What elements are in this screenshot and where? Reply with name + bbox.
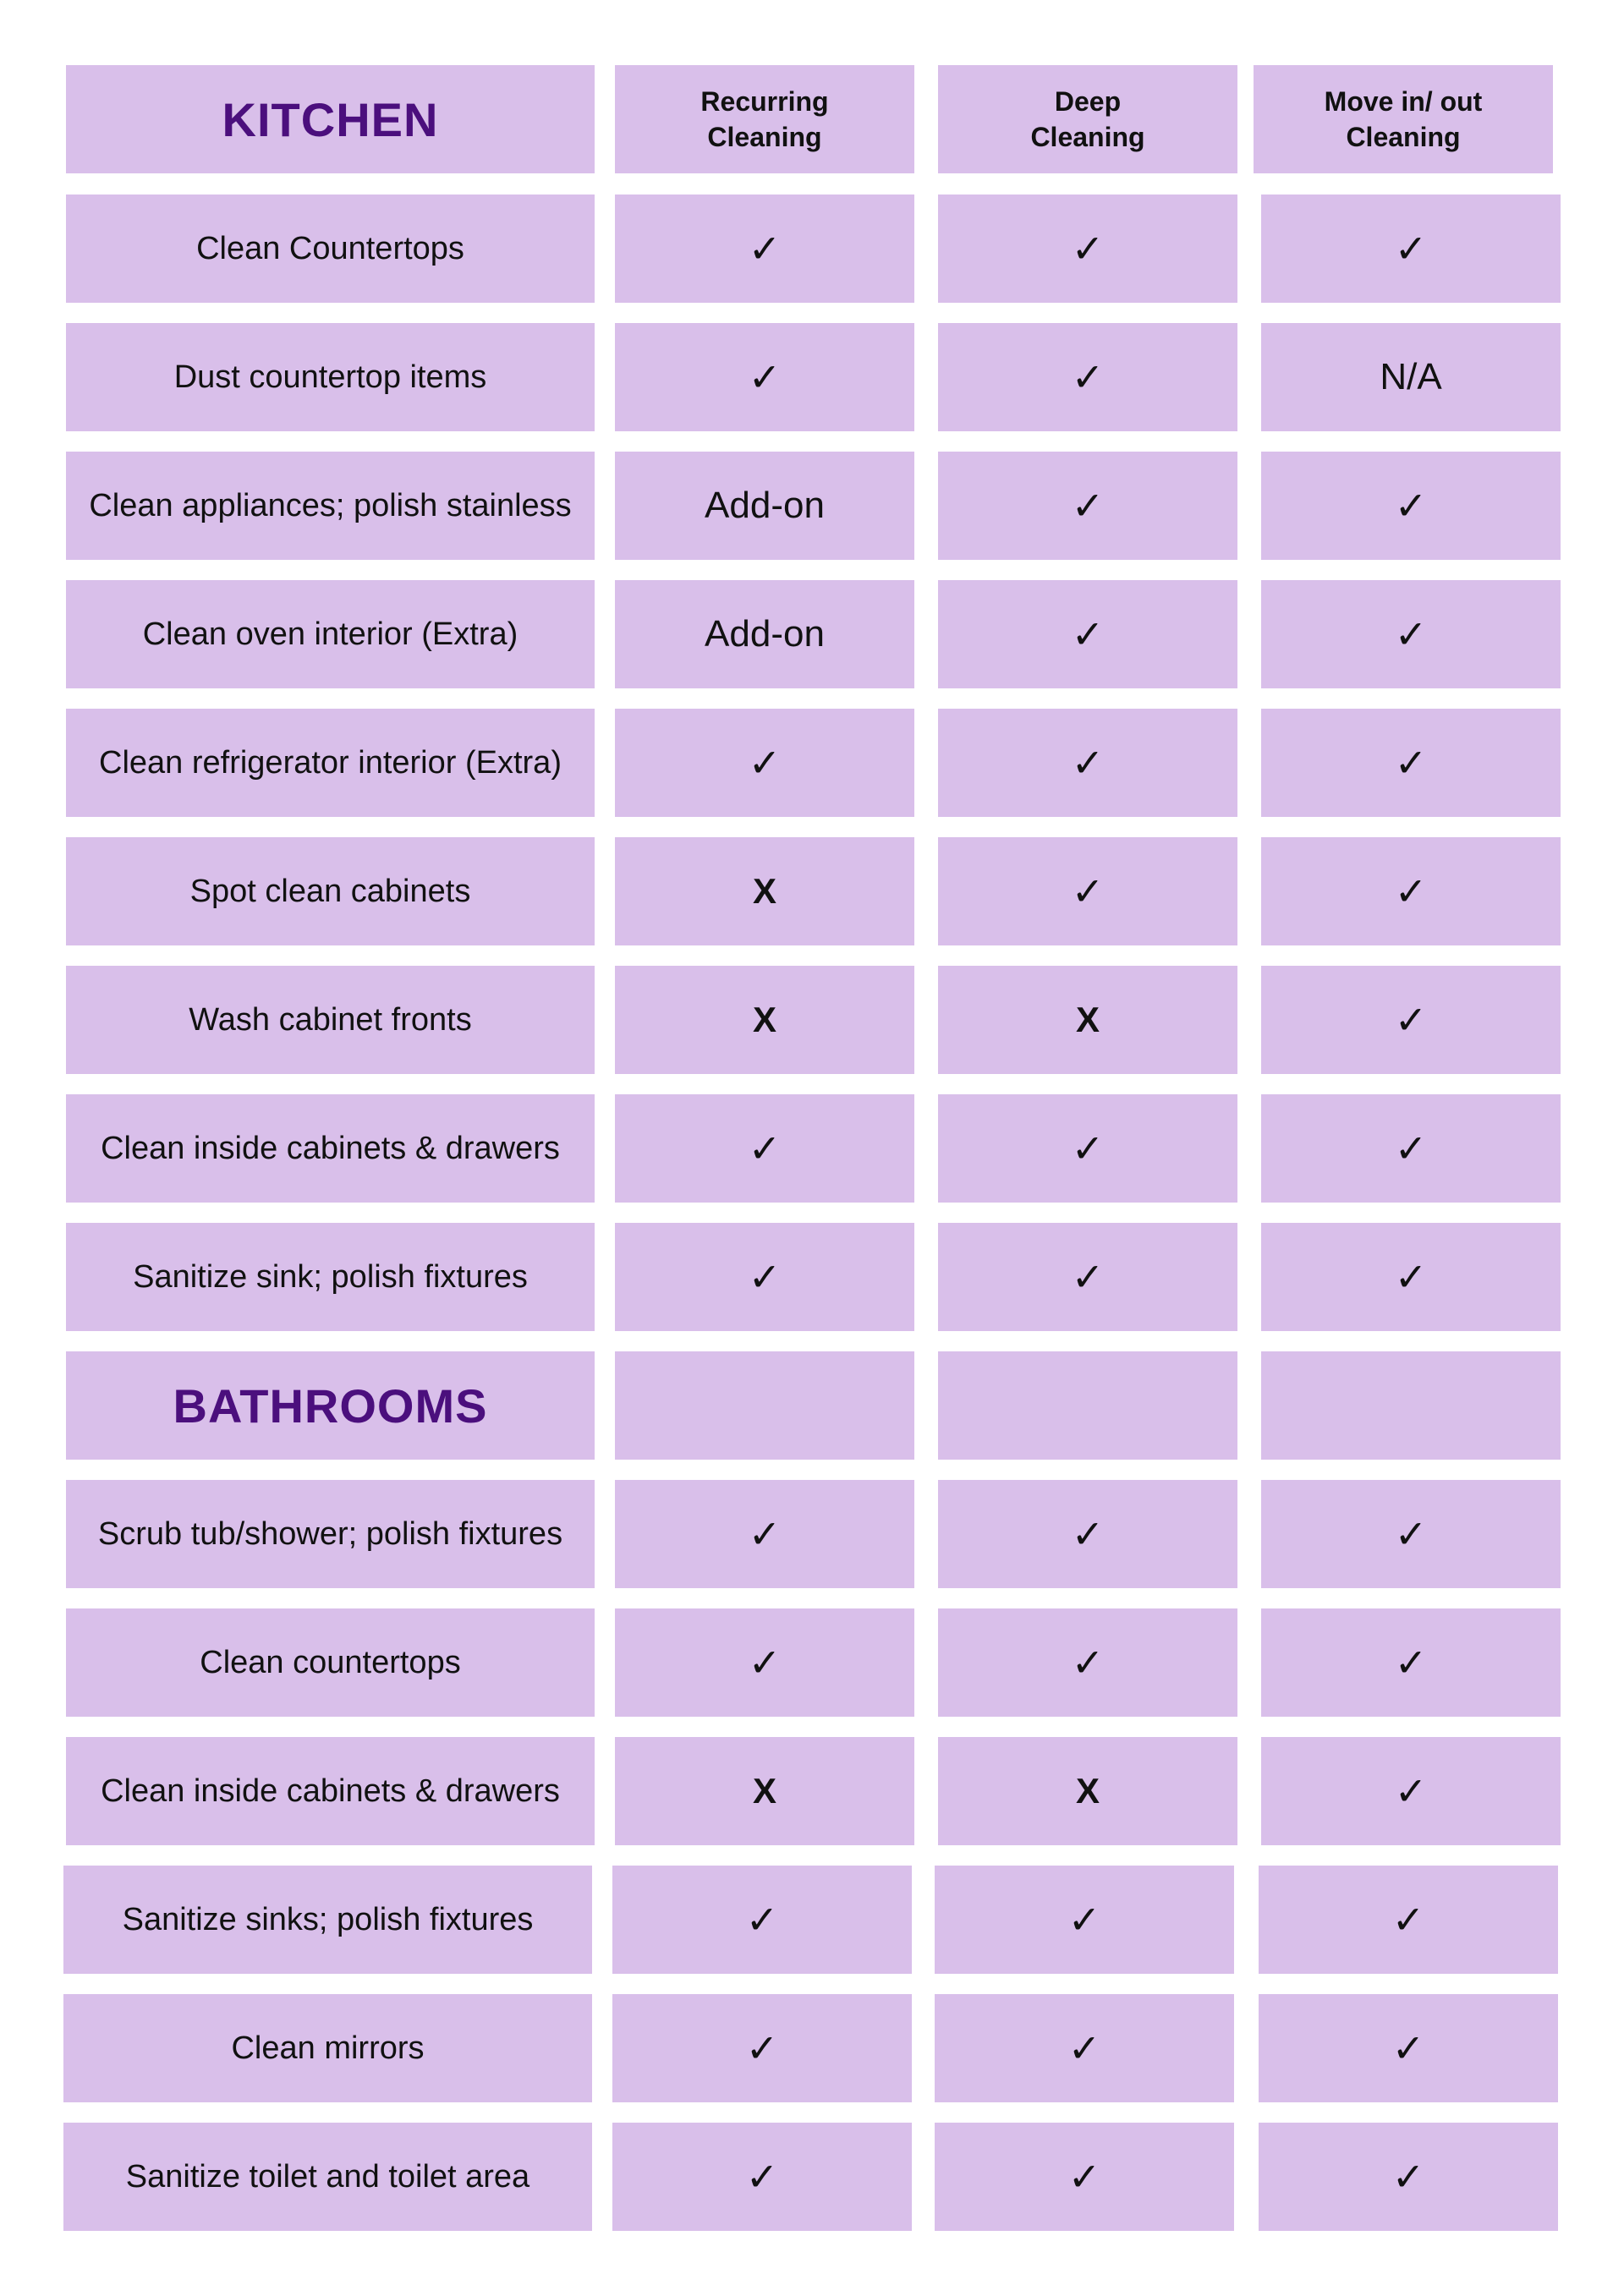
recurring-cell: X [615, 1737, 914, 1845]
move-cell: ✓ [1261, 966, 1561, 1074]
deep-cell: ✓ [938, 709, 1237, 817]
column-header-recurring: Recurring Cleaning [615, 65, 914, 173]
deep-cell: ✓ [935, 1866, 1234, 1974]
move-cell: ✓ [1261, 1737, 1561, 1845]
task-cell: Clean inside cabinets & drawers [66, 1737, 595, 1845]
recurring-cell: Add-on [615, 580, 914, 688]
move-cell: ✓ [1261, 1223, 1561, 1331]
task-cell: Sanitize toilet and toilet area [63, 2123, 592, 2231]
recurring-cell: X [615, 966, 914, 1074]
deep-cell: X [938, 966, 1237, 1074]
deep-cell: ✓ [938, 580, 1237, 688]
recurring-cell: ✓ [615, 709, 914, 817]
task-cell: Scrub tub/shower; polish fixtures [66, 1480, 595, 1588]
move-cell: ✓ [1261, 837, 1561, 945]
task-cell: Clean mirrors [63, 1994, 592, 2102]
column-header-deep: Deep Cleaning [938, 65, 1237, 173]
recurring-cell: X [615, 837, 914, 945]
section-title-kitchen: KITCHEN [66, 65, 595, 173]
move-cell: ✓ [1261, 1480, 1561, 1588]
task-cell: Clean countertops [66, 1608, 595, 1717]
move-cell: ✓ [1261, 709, 1561, 817]
deep-cell: ✓ [938, 1094, 1237, 1203]
move-cell: ✓ [1261, 452, 1561, 560]
deep-cell: ✓ [938, 837, 1237, 945]
recurring-cell: ✓ [615, 195, 914, 303]
task-cell: Clean Countertops [66, 195, 595, 303]
recurring-cell: ✓ [612, 1994, 912, 2102]
move-cell: ✓ [1261, 1094, 1561, 1203]
move-cell: ✓ [1261, 580, 1561, 688]
recurring-cell: ✓ [612, 2123, 912, 2231]
deep-cell: X [938, 1737, 1237, 1845]
task-cell: Dust countertop items [66, 323, 595, 431]
move-cell: ✓ [1259, 2123, 1558, 2231]
deep-cell: ✓ [938, 195, 1237, 303]
recurring-cell: ✓ [615, 1480, 914, 1588]
deep-cell: ✓ [938, 323, 1237, 431]
recurring-cell: ✓ [612, 1866, 912, 1974]
task-cell: Wash cabinet fronts [66, 966, 595, 1074]
recurring-cell: ✓ [615, 1223, 914, 1331]
task-cell: Sanitize sinks; polish fixtures [63, 1866, 592, 1974]
deep-cell: ✓ [935, 2123, 1234, 2231]
move-cell: ✓ [1259, 1866, 1558, 1974]
deep-cell: ✓ [938, 1608, 1237, 1717]
empty-header-cell [615, 1351, 914, 1460]
deep-cell: ✓ [938, 1480, 1237, 1588]
task-cell: Spot clean cabinets [66, 837, 595, 945]
section-title-bathrooms: BATHROOMS [66, 1351, 595, 1460]
task-cell: Clean oven interior (Extra) [66, 580, 595, 688]
move-cell: ✓ [1259, 1994, 1558, 2102]
move-cell: N/A [1261, 323, 1561, 431]
empty-header-cell [1261, 1351, 1561, 1460]
deep-cell: ✓ [938, 452, 1237, 560]
task-cell: Clean appliances; polish stainless [66, 452, 595, 560]
deep-cell: ✓ [935, 1994, 1234, 2102]
task-cell: Clean refrigerator interior (Extra) [66, 709, 595, 817]
empty-header-cell [938, 1351, 1237, 1460]
move-cell: ✓ [1261, 1608, 1561, 1717]
task-cell: Sanitize sink; polish fixtures [66, 1223, 595, 1331]
recurring-cell: ✓ [615, 1094, 914, 1203]
task-cell: Clean inside cabinets & drawers [66, 1094, 595, 1203]
column-header-move: Move in/ out Cleaning [1254, 65, 1553, 173]
recurring-cell: ✓ [615, 323, 914, 431]
move-cell: ✓ [1261, 195, 1561, 303]
deep-cell: ✓ [938, 1223, 1237, 1331]
recurring-cell: ✓ [615, 1608, 914, 1717]
recurring-cell: Add-on [615, 452, 914, 560]
